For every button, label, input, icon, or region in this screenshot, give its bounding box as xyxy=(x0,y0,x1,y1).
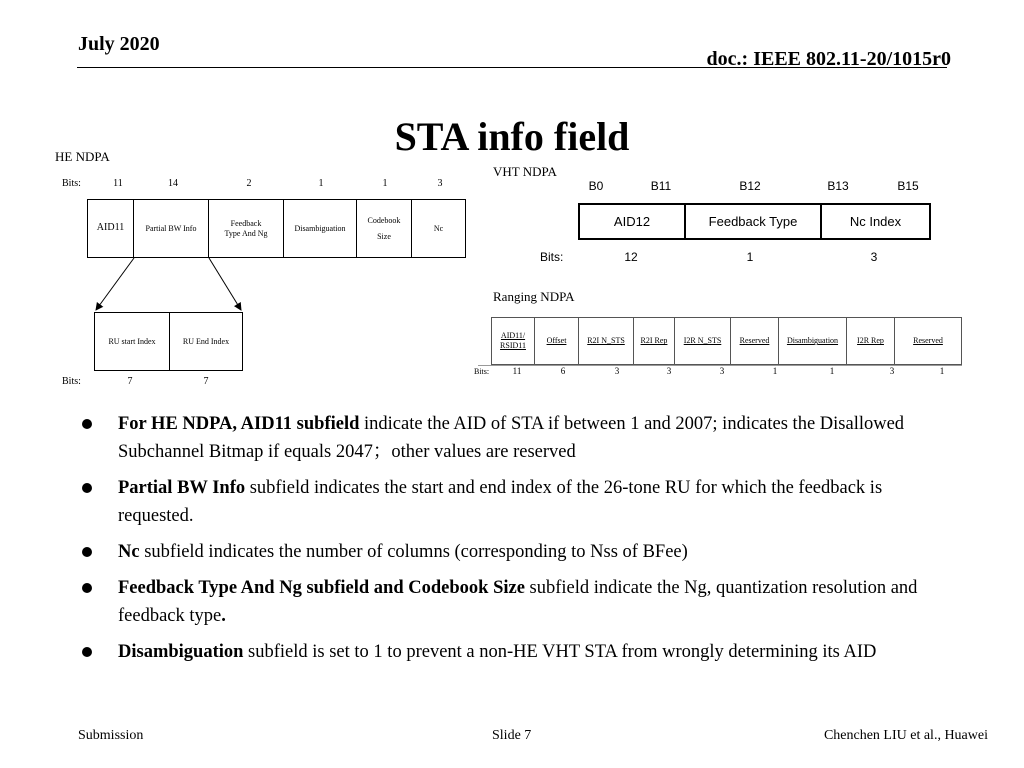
bullet-text: subfield indicate the Ng, quantization resolution and feedback type xyxy=(118,578,918,626)
vht-field-nc-index: Nc Index xyxy=(849,214,902,229)
he-bit-count: 14 xyxy=(168,178,178,189)
ranging-bit-count: 3 xyxy=(614,366,620,376)
header-date: July 2020 xyxy=(78,33,160,55)
bullet-text: indicate the AID of STA if between 1 and 2007; indicates the Disallowed Subchannel Bitmap if equals 2047；other values are reserved xyxy=(118,414,905,462)
ranging-field-reserved: Reserved xyxy=(731,318,779,364)
vht-bits-label: Bits: xyxy=(540,250,564,264)
bullet-item xyxy=(80,574,940,630)
ranging-field-disambiguation: Disambiguation xyxy=(779,318,847,364)
bullet-dot-icon xyxy=(82,583,92,593)
ranging-field-r2i-n-sts: R2I N_STS xyxy=(579,318,634,364)
he-field-codebook-size: Codebook Size xyxy=(356,199,412,258)
vht-bit-count: 12 xyxy=(624,250,638,264)
bullet-text: subfield indicates the start and end index of the 26-tone RU for which the feedback is requested. xyxy=(118,478,883,526)
bullet-bold: Disambiguation xyxy=(118,642,244,662)
vht-bit-count: 3 xyxy=(870,250,878,264)
bullet-list xyxy=(80,410,940,674)
he-subfield-ru-end-index: RU End Index xyxy=(169,312,243,371)
he-field-disambiguation: Disambiguation xyxy=(283,199,357,258)
vht-field-aid12: AID12 xyxy=(580,205,686,238)
ranging-field-offset: Offset xyxy=(535,318,579,364)
bullet-dot-icon xyxy=(82,547,92,557)
ranging-bits-label: Bits: xyxy=(474,367,490,376)
ranging-ndpa-table xyxy=(491,317,962,365)
ranging-bit-count: 3 xyxy=(719,366,725,376)
bullet-item xyxy=(80,410,940,466)
vht-bit-count: 1 xyxy=(746,250,754,264)
vht-bit-position: B13 xyxy=(827,179,849,193)
ranging-bit-count: 3 xyxy=(889,366,895,376)
ranging-bit-count: 1 xyxy=(829,366,835,376)
bullet-item xyxy=(80,638,940,666)
he-field-nc: Nc xyxy=(411,199,466,258)
he-field-feedback-type: Feedback Type And Ng xyxy=(208,199,284,258)
bullet-dot-icon xyxy=(82,483,92,493)
he-bit-count: 1 xyxy=(382,178,388,189)
vht-bit-position: B11 xyxy=(650,179,672,193)
he-ndpa-label: HE NDPA xyxy=(55,149,110,164)
ranging-field-reserved: Reserved xyxy=(913,336,943,346)
ranging-ndpa-label: Ranging NDPA xyxy=(493,289,575,304)
vht-bit-position: B0 xyxy=(588,179,604,193)
he-field-aid11: AID11 xyxy=(87,199,134,258)
he-bit-count: 1 xyxy=(318,178,324,189)
vht-bit-position: B15 xyxy=(897,179,919,193)
vht-field-feedback-type: Feedback Type xyxy=(686,205,822,238)
bullet-dot-icon xyxy=(82,419,92,429)
bullet-item xyxy=(80,474,940,530)
vht-bit-position: B12 xyxy=(739,179,761,193)
he-sub-bit-count: 7 xyxy=(203,376,209,387)
ranging-bit-count: 6 xyxy=(560,366,566,376)
ranging-bit-count: 1 xyxy=(772,366,778,376)
ranging-bit-count: 1 xyxy=(939,366,945,376)
vht-ndpa-label: VHT NDPA xyxy=(493,164,557,179)
he-bits-label: Bits: xyxy=(62,178,81,189)
bullet-text: subfield indicates the number of columns (corresponding to Nss of BFee) xyxy=(139,542,688,562)
ranging-bit-count: 3 xyxy=(666,366,672,376)
bullet-text: subfield is set to 1 to prevent a non-HE VHT STA from wrongly determining its AID xyxy=(243,642,877,662)
he-bit-count: 3 xyxy=(437,178,443,189)
footer-slide-number: Slide 7 xyxy=(492,728,532,743)
bullet-bold: Nc xyxy=(118,542,140,562)
footer-author: Chenchen LIU et al., Huawei xyxy=(823,728,988,743)
header-divider xyxy=(77,67,947,68)
vht-ndpa-table xyxy=(578,203,931,240)
slide-title: STA info field xyxy=(394,114,630,159)
ranging-bit-count: 11 xyxy=(512,366,522,376)
he-sub-bit-count: 7 xyxy=(127,376,133,387)
ranging-field-i2r-rep: I2R Rep xyxy=(847,318,895,364)
he-bit-count: 2 xyxy=(246,178,252,189)
footer-submission: Submission xyxy=(78,728,144,743)
he-field-partial-bw-info: Partial BW Info xyxy=(133,199,209,258)
header-doc-id: doc.: IEEE 802.11-20/1015r0 xyxy=(706,48,951,70)
he-sub-bits-label: Bits: xyxy=(62,376,81,387)
bullet-dot-icon xyxy=(82,647,92,657)
bullet-item xyxy=(80,538,940,566)
bullet-bold: Feedback Type And Ng subfield and Codebook Size xyxy=(118,578,525,598)
he-expansion-arrows xyxy=(80,256,260,316)
bullet-tail: . xyxy=(221,606,226,626)
ranging-field-r2i-rep: R2I Rep xyxy=(634,318,675,364)
ranging-field-aid11-rsid11: AID11/ RSID11 xyxy=(492,318,535,364)
bullet-bold: For HE NDPA, AID11 subfield xyxy=(118,414,360,434)
he-subfield-ru-start-index: RU start Index xyxy=(94,312,170,371)
bullet-bold: Partial BW Info xyxy=(118,478,246,498)
he-bit-count: 11 xyxy=(113,178,123,189)
ranging-field-i2r-n-sts: I2R N_STS xyxy=(675,318,731,364)
